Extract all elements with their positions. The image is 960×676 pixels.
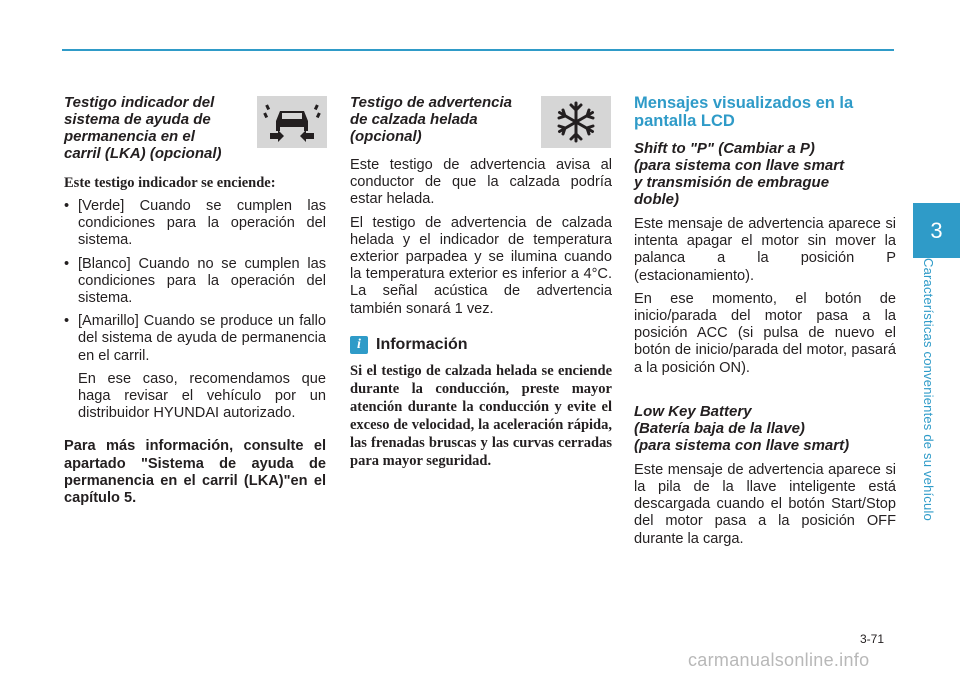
shift-heading-line: (para sistema con llave smart: [634, 157, 845, 174]
shift-to-p-heading: [634, 140, 896, 208]
battery-heading-line: (Batería baja de la llave): [634, 419, 805, 437]
lka-subheading: Este testigo indicador se enciende:: [64, 175, 276, 191]
lcd-heading-line: pantalla LCD: [634, 112, 735, 130]
shift-paragraph-2: En ese momento, el botón de inicio/parada del motor pasa a la posición ACC (si pulsa de nuevo el botón de inicio/parada del motor, pasará a la posición ON).: [634, 290, 896, 376]
lka-heading-line: sistema de ayuda de: [64, 111, 211, 128]
bullet-text: [Verde] Cuando se cumplen las condiciones para la operación del sistema.: [78, 198, 326, 249]
lka-indicator: [257, 96, 327, 148]
list-item: [64, 256, 326, 308]
list-item: [64, 198, 326, 250]
lcd-heading-line: Mensajes visualizados en la: [634, 94, 854, 112]
column-ice-warning: [350, 94, 612, 476]
lka-heading: [64, 94, 244, 162]
page-number: 3-71: [860, 632, 885, 646]
lka-bullet-extra: En ese caso, recomendamos que haga revisar el vehículo por un distribuidor HYUNDAI autorizado.: [78, 370, 326, 422]
info-icon: i: [350, 336, 368, 354]
bullet: •: [64, 198, 70, 214]
header-rule: [62, 49, 894, 51]
ice-paragraph-1: Este testigo de advertencia avisa al conductor de que la calzada podría estar helada.: [350, 157, 612, 208]
shift-heading-line: y transmisión de embrague: [634, 174, 830, 191]
bullet: •: [64, 255, 70, 272]
ice-heading: [350, 94, 540, 145]
shift-heading-line: doble): [634, 191, 679, 208]
info-title: Información: [376, 336, 468, 354]
battery-heading-line: Low Key Battery: [634, 402, 752, 420]
lcd-heading: [634, 94, 896, 130]
ice-heading-line: (opcional): [350, 128, 422, 145]
ice-heading-line: de calzada helada: [350, 111, 478, 128]
info-header: [350, 336, 612, 354]
snowflake-icon: [554, 100, 598, 144]
shift-paragraph-1: Este mensaje de advertencia aparece si intenta apagar el motor sin mover la palanca a la posición P (estacionamiento).: [634, 216, 896, 284]
list-item: [64, 313, 326, 365]
bullet-text: [Blanco] Cuando no se cumplen las condiciones para la operación del sistema.: [78, 255, 326, 307]
low-key-battery-heading: [634, 403, 896, 454]
lka-note: Para más información, consulte el apartado "Sistema de ayuda de permanencia en el carril (LKA)"en el capítulo 5.: [64, 438, 326, 507]
lka-heading-line: carril (LKA) (opcional): [64, 145, 222, 162]
watermark: carmanualsonline.info: [688, 650, 870, 670]
column-lcd-messages: [634, 94, 896, 554]
lane-keeping-assist-icon: [262, 99, 322, 145]
info-text: Si el testigo de calzada helada se enciende durante la conducción, preste mayor atención durante la conducción y evite el exceso de velocidad, la aceleración rápida, las frenadas bruscas y las curvas cerradas para mayor seguridad.: [350, 362, 612, 469]
column-lka: [64, 94, 326, 513]
ice-paragraph-2: El testigo de advertencia de calzada helada y el indicador de temperatura exterior parpadea y se ilumina cuando la temperatura exterior es inferior a 4°C. La señal acústica de advertencia también sonará 1 vez.: [350, 214, 612, 317]
chapter-title: Características convenientes de su vehículo: [921, 258, 936, 521]
shift-heading-line: Shift to "P" (Cambiar a P): [634, 140, 815, 157]
bullet-text: [Amarillo] Cuando se produce un fallo del sistema de ayuda de permanencia en el carril.: [78, 313, 326, 364]
lka-bullet-list: [64, 198, 326, 365]
chapter-tab: 3: [913, 203, 960, 258]
ice-indicator: [541, 96, 611, 148]
lka-heading-line: permanencia en el: [64, 128, 195, 145]
battery-paragraph: Este mensaje de advertencia aparece si la pila de la llave inteligente está descargada cuando el botón Start/Stop del motor pasa a la posición OFF durante la carga.: [634, 461, 896, 547]
lka-heading-line: Testigo indicador del: [64, 94, 215, 111]
ice-heading-line: Testigo de advertencia: [350, 94, 512, 111]
battery-heading-line: (para sistema con llave smart): [634, 436, 850, 454]
bullet: •: [64, 313, 70, 330]
